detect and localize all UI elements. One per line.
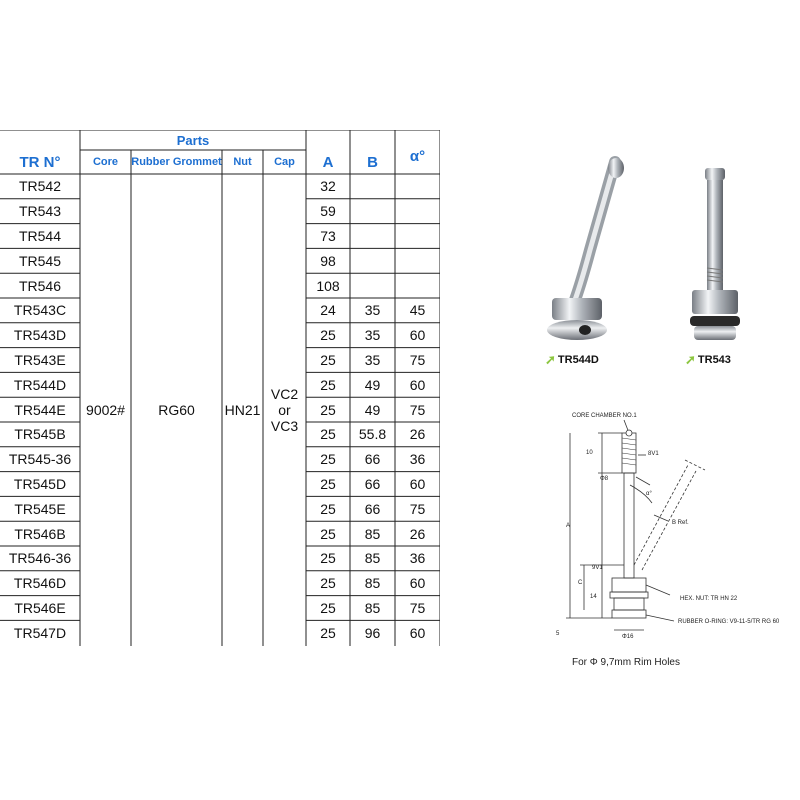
cell-tr-no: TR545 bbox=[18, 252, 62, 269]
label-dim-5: 5 bbox=[556, 631, 560, 637]
tr544d-photo bbox=[530, 150, 640, 355]
cap-value-line1: VC2 bbox=[270, 385, 299, 402]
cell-b: 85 bbox=[364, 525, 381, 542]
tr544d-caption bbox=[545, 352, 599, 368]
cell-a: 25 bbox=[320, 426, 336, 443]
cell-b bbox=[350, 174, 395, 199]
cell-alpha: 60 bbox=[409, 624, 426, 641]
cell-alpha: 60 bbox=[409, 475, 426, 492]
tr543-caption bbox=[685, 352, 731, 368]
label-alpha: α° bbox=[646, 491, 652, 497]
cell-b: 66 bbox=[364, 451, 381, 468]
cell-a: 25 bbox=[320, 599, 336, 616]
cell-a: 25 bbox=[320, 624, 336, 641]
label-dia-16: Φ16 bbox=[622, 634, 634, 640]
label-9v1: 9V1 bbox=[592, 565, 603, 571]
cell-alpha: 60 bbox=[409, 376, 426, 393]
footer-note: For Φ 9,7mm Rim Holes bbox=[572, 657, 680, 668]
cell-b: 49 bbox=[364, 376, 381, 393]
cell-alpha: 60 bbox=[409, 575, 426, 592]
label-rubber-oring: RUBBER O-RING: V9-11-5/TR RG 60 bbox=[678, 619, 780, 625]
cell-alpha: 60 bbox=[409, 327, 426, 344]
cell-tr-no: TR544D bbox=[13, 376, 67, 393]
cell-a: 25 bbox=[320, 550, 336, 567]
cell-tr-no: TR545E bbox=[14, 500, 66, 517]
cell-b: 66 bbox=[364, 500, 381, 517]
cell-tr-no: TR543D bbox=[13, 327, 67, 344]
cell-tr-no: TR542 bbox=[18, 178, 62, 195]
core-value: 9002# bbox=[86, 402, 125, 418]
cell-tr-no: TR547D bbox=[13, 624, 67, 641]
cell-tr-no: TR543 bbox=[18, 203, 62, 220]
label-hex-nut: HEX. NUT: TR HN 22 bbox=[680, 596, 738, 602]
cell-b: 35 bbox=[364, 327, 381, 344]
cell-a: 59 bbox=[320, 203, 336, 220]
tr544d-label: TR544D bbox=[557, 354, 599, 366]
header-alpha: α° bbox=[409, 147, 426, 165]
cell-a: 108 bbox=[316, 277, 340, 294]
cell-tr-no: TR544E bbox=[14, 401, 66, 418]
cell-tr-no: TR543E bbox=[14, 351, 66, 368]
header-a: A bbox=[322, 153, 334, 171]
cell-tr-no: TR546B bbox=[14, 525, 66, 542]
cell-a: 73 bbox=[320, 227, 336, 244]
cell-alpha: 26 bbox=[409, 525, 426, 542]
valve-spec-table bbox=[0, 130, 440, 646]
label-b-ref: B Ref. bbox=[672, 520, 689, 526]
nut-value: HN21 bbox=[224, 402, 261, 418]
cell-b: 66 bbox=[364, 475, 381, 492]
cell-b: 35 bbox=[364, 302, 381, 319]
header-rubber-grommet: Rubber Grommet bbox=[131, 155, 222, 168]
cell-b bbox=[350, 273, 395, 298]
cell-a: 25 bbox=[320, 475, 336, 492]
cell-tr-no: TR546E bbox=[14, 599, 66, 616]
header-tr-no: TR N° bbox=[19, 153, 61, 171]
cell-a: 25 bbox=[320, 575, 336, 592]
header-b: B bbox=[367, 153, 378, 171]
cell-tr-no: TR544 bbox=[18, 227, 62, 244]
tr543-label: TR543 bbox=[697, 354, 731, 366]
label-a: A bbox=[566, 523, 571, 529]
header-cap: Cap bbox=[274, 155, 295, 168]
label-c: C bbox=[578, 580, 583, 586]
header-parts: Parts bbox=[176, 132, 210, 148]
cell-tr-no: TR545B bbox=[14, 426, 66, 443]
cell-b: 85 bbox=[364, 575, 381, 592]
cell-alpha: 45 bbox=[409, 302, 426, 319]
cell-alpha: 36 bbox=[409, 550, 426, 567]
cell-a: 32 bbox=[320, 178, 336, 195]
cell-alpha bbox=[395, 199, 440, 224]
header-nut: Nut bbox=[233, 155, 252, 168]
cell-alpha: 75 bbox=[409, 351, 426, 368]
cell-b bbox=[350, 248, 395, 273]
arrow-icon: ➚ bbox=[685, 352, 696, 367]
cell-alpha: 26 bbox=[409, 426, 426, 443]
tr543-photo bbox=[680, 168, 750, 358]
cell-a: 25 bbox=[320, 500, 336, 517]
cap-value-line3: VC3 bbox=[270, 418, 299, 435]
cell-alpha: 75 bbox=[409, 401, 426, 418]
cell-b: 35 bbox=[364, 351, 381, 368]
cell-alpha bbox=[395, 273, 440, 298]
cell-tr-no: TR546-36 bbox=[8, 550, 72, 567]
cell-alpha: 36 bbox=[409, 451, 426, 468]
cell-a: 98 bbox=[320, 252, 336, 269]
label-dia-8: Φ8 bbox=[600, 476, 609, 482]
cell-b bbox=[350, 199, 395, 224]
cell-alpha bbox=[395, 248, 440, 273]
cell-a: 25 bbox=[320, 327, 336, 344]
label-8v1: 8V1 bbox=[648, 451, 659, 457]
cell-b: 55.8 bbox=[358, 426, 387, 443]
label-core-chamber: CORE CHAMBER NO.1 bbox=[572, 413, 637, 419]
cell-tr-no: TR546 bbox=[18, 277, 62, 294]
cell-tr-no: TR545-36 bbox=[8, 451, 72, 468]
cell-b: 85 bbox=[364, 599, 381, 616]
cell-b: 49 bbox=[364, 401, 381, 418]
rubber-grommet-value: RG60 bbox=[158, 402, 195, 418]
cell-a: 25 bbox=[320, 376, 336, 393]
header-core: Core bbox=[92, 155, 119, 168]
arrow-icon: ➚ bbox=[545, 352, 556, 367]
cell-tr-no: TR543C bbox=[13, 302, 67, 319]
cell-a: 25 bbox=[320, 401, 336, 418]
technical-drawing bbox=[540, 405, 800, 650]
label-dim-10: 10 bbox=[586, 450, 593, 456]
cap-value-line2: or bbox=[278, 401, 291, 418]
cell-alpha: 75 bbox=[409, 599, 426, 616]
cell-a: 25 bbox=[320, 525, 336, 542]
cell-a: 25 bbox=[320, 351, 336, 368]
cell-b: 96 bbox=[364, 624, 381, 641]
cell-b bbox=[350, 224, 395, 249]
cap-value bbox=[263, 174, 306, 646]
label-dim-14: 14 bbox=[590, 594, 597, 600]
cell-a: 25 bbox=[320, 451, 336, 468]
cell-tr-no: TR546D bbox=[13, 575, 67, 592]
cell-alpha: 75 bbox=[409, 500, 426, 517]
cell-b: 85 bbox=[364, 550, 381, 567]
cell-a: 24 bbox=[320, 302, 336, 319]
cell-alpha bbox=[395, 224, 440, 249]
cell-tr-no: TR545D bbox=[13, 475, 67, 492]
cell-alpha bbox=[395, 174, 440, 199]
